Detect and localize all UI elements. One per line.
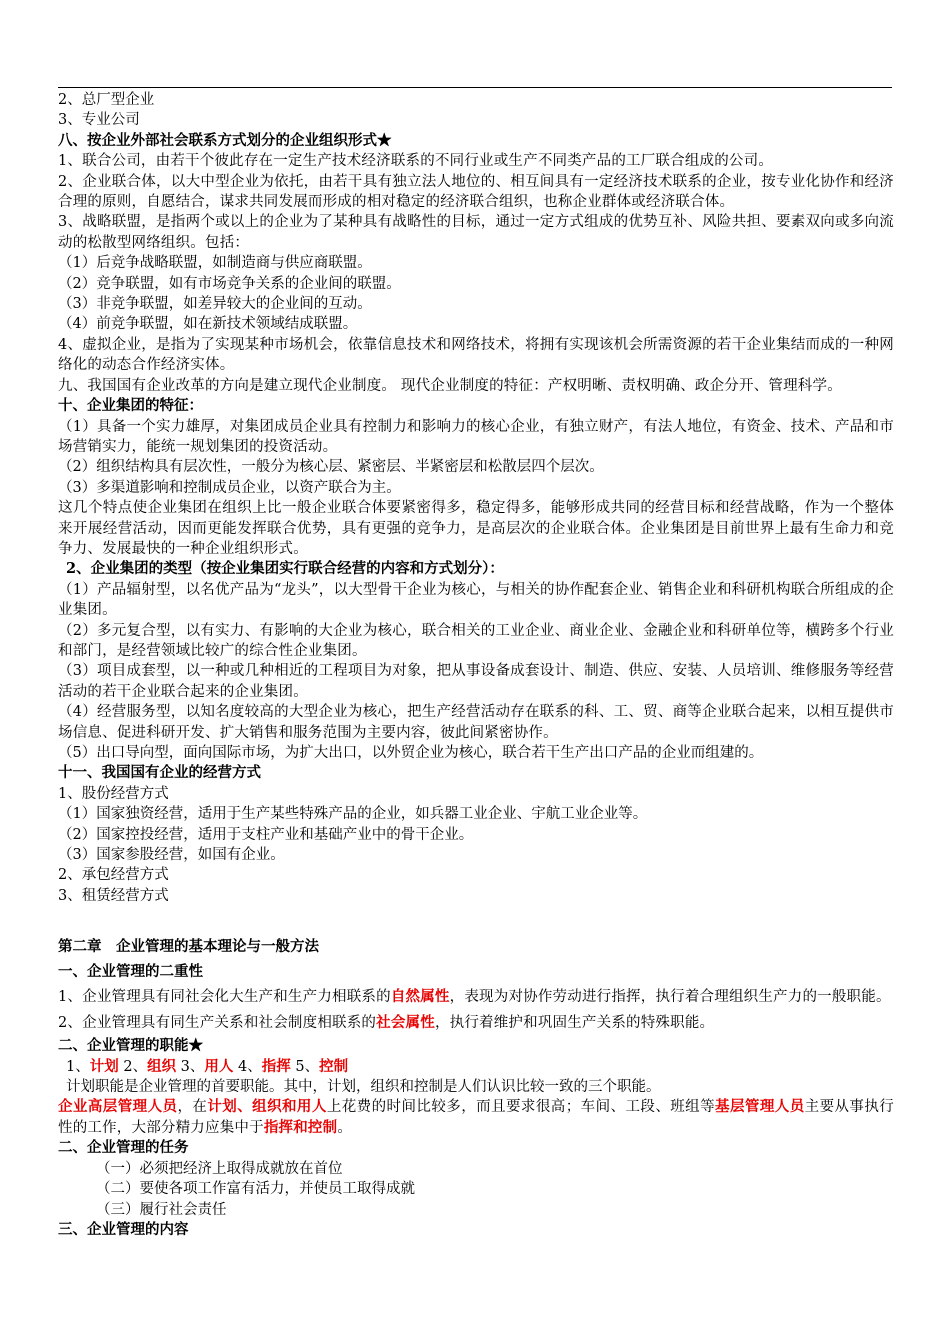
section-heading: 十、企业集团的特征： [58,397,203,415]
text-line: 2、企业联合体，以大中型企业为依托，由若干具有独立法人地位的、相互间具有一定经济技术联系的企业，按专业化协作和经济合理的原则，自愿结合，谋求共同发展而形成的相对稳定的经济联合组织，也称企业群体或经济联合体。 [58,173,894,211]
text-line: 4、虚拟企业，是指为了实现某种市场机会，依靠信息技术和网络技术，将拥有实现该机会所需资源的若干企业集结而成的一种网络化的动态合作经济实体。 [58,336,894,374]
spacer [58,926,894,934]
text-line: （3）多渠道影响和控制成员企业，以资产联合为主。 [58,479,401,496]
text-line: （4）前竞争联盟，如在新技术领域结成联盟。 [58,316,358,333]
text-line: （4）经营服务型，以知名度较高的大型企业为核心，把生产经营活动存在联系的科、工、贸、商等企业联合起来，以相互提供市场信息、促进科研开发、扩大销售和服务范围为主要内容，彼此间紧密协作。 [58,704,894,741]
spacer [58,906,894,926]
functions-list: 1、计划 2、组织 3、用人 4、指挥 5、控制 [66,1057,349,1075]
text-line: 这几个特点使企业集团在组织上比一般企业联合体要紧密得多，稳定得多，能够形成共同的经营目标和经营战略，作为一个整体来开展经营活动，因而更能发挥联合优势，具有更强的竞争力，是高层次的企业联合体。企业集团是目前世界上最有生命力和竞争力、发展最快的一种企业组织形式。 [58,500,894,557]
section-heading: 2、企业集团的类型（按企业集团实行联合经营的内容和方式划分）： [66,560,504,578]
section-heading: 十一、我国国有企业的经营方式 [58,764,261,782]
text-line: 九、我国国有企业改革的方向是建立现代企业制度。 现代企业制度的特征：产权明晰、责权明确、政企分开、管理科学。 [58,377,842,394]
text-line: （3）项目成套型，以一种或几种相近的工程项目为对象，把从事设备成套设计、制造、供应、安装、人员培训、维修服务等经营活动的若干企业联合起来的企业集团。 [58,663,894,700]
dual-nature-item-2: 2、企业管理具有同生产关系和社会制度相联系的社会属性，执行着维护和巩固生产关系的特殊职能。 [58,1014,715,1032]
text-line: （2）国家控投经营，适用于支柱产业和基础产业中的骨干企业。 [58,826,474,843]
text-line: （3）国家参股经营，如国有企业。 [58,847,285,864]
header-rule [58,87,892,88]
text-line: （1）国家独资经营，适用于生产某些特殊产品的企业，如兵器工业企业、宇航工业企业等。 [58,806,648,823]
text-line: （2）竞争联盟，如有市场竞争关系的企业间的联盟。 [58,275,401,292]
section-heading: 八、按企业外部社会联系方式划分的企业组织形式★ [58,131,392,149]
chapter-title: 第二章 企业管理的基本理论与一般方法 [58,938,319,956]
text-line: （1）产品辐射型，以名优产品为“龙头”，以大型骨干企业为核心，与相关的协作配套企业、销售企业和科研机构联合所组成的企业集团。 [58,581,894,619]
text-line: 3、战略联盟，是指两个或以上的企业为了某种具有战略性的目标，通过一定方式组成的优势互补、风险共担、要素双向或多向流动的松散型网络组织。包括： [58,214,894,251]
text-line: 2、总厂型企业 [58,92,155,108]
text-line: 3、专业公司 [58,112,140,129]
text-line: 3、租赁经营方式 [58,887,169,904]
text-line: （2）组织结构具有层次性，一般分为核心层、紧密层、半紧密层和松散层四个层次。 [58,459,604,476]
section-tasks-title: 二、企业管理的任务 [58,1139,189,1157]
text-line: （5）出口导向型，面向国际市场，为扩大出口，以外贸企业为核心，联合若干生产出口产品的企业而组建的。 [58,745,764,761]
section-org-forms [58,90,894,906]
section-dual-nature-title: 一、企业管理的二重性 [58,963,203,981]
text-line: 2、承包经营方式 [58,867,169,884]
text-line: 1、股份经营方式 [58,785,169,802]
text-line: （2）多元复合型，以有实力、有影响的大企业为核心，联合相关的工业企业、商业企业、金融企业和科研单位等，横跨多个行业和部门，是经营领域比较广的综合性企业集团。 [58,622,894,659]
text-line: （1）具备一个实力雄厚，对集团成员企业具有控制力和影响力的核心企业，有独立财产，有法人地位，有资金、技术、产品和市场营销实力，能统一规划集团的投资活动。 [58,418,894,455]
section-functions-title: 二、企业管理的职能★ [58,1037,203,1055]
functions-note: 计划职能是企业管理的首要职能。其中，计划，组织和控制是人们认识比较一致的三个职能。 [66,1079,661,1096]
text-line: 1、联合公司，由若干个彼此存在一定生产技术经济联系的不同行业或生产不同类产品的工厂联合组成的公司。 [58,153,774,170]
dual-nature-item-1: 1、企业管理具有同社会化大生产和生产力相联系的自然属性，表现为对协作劳动进行指挥，执行着合理组织生产力的一般职能。 [58,988,891,1006]
task-item: （三）履行社会责任 [96,1201,227,1218]
section-contents-title: 三、企业管理的内容 [58,1220,189,1238]
text-line: （3）非竞争联盟，如差异较大的企业间的互动。 [58,296,372,313]
document-body [58,90,894,1240]
text-line: （1）后竞争战略联盟，如制造商与供应商联盟。 [58,255,372,272]
task-item: （一）必须把经济上取得成就放在首位 [96,1160,343,1177]
task-item: （二）要使各项工作富有活力，并使员工取得成就 [96,1181,415,1198]
manager-levels-paragraph: 企业高层管理人员，在计划、组织和用人上花费的时间比较多，而且要求很高；车间、工段、班组等基层管理人员主要从事执行性的工作，大部分精力应集中于指挥和控制。 [58,1098,895,1136]
